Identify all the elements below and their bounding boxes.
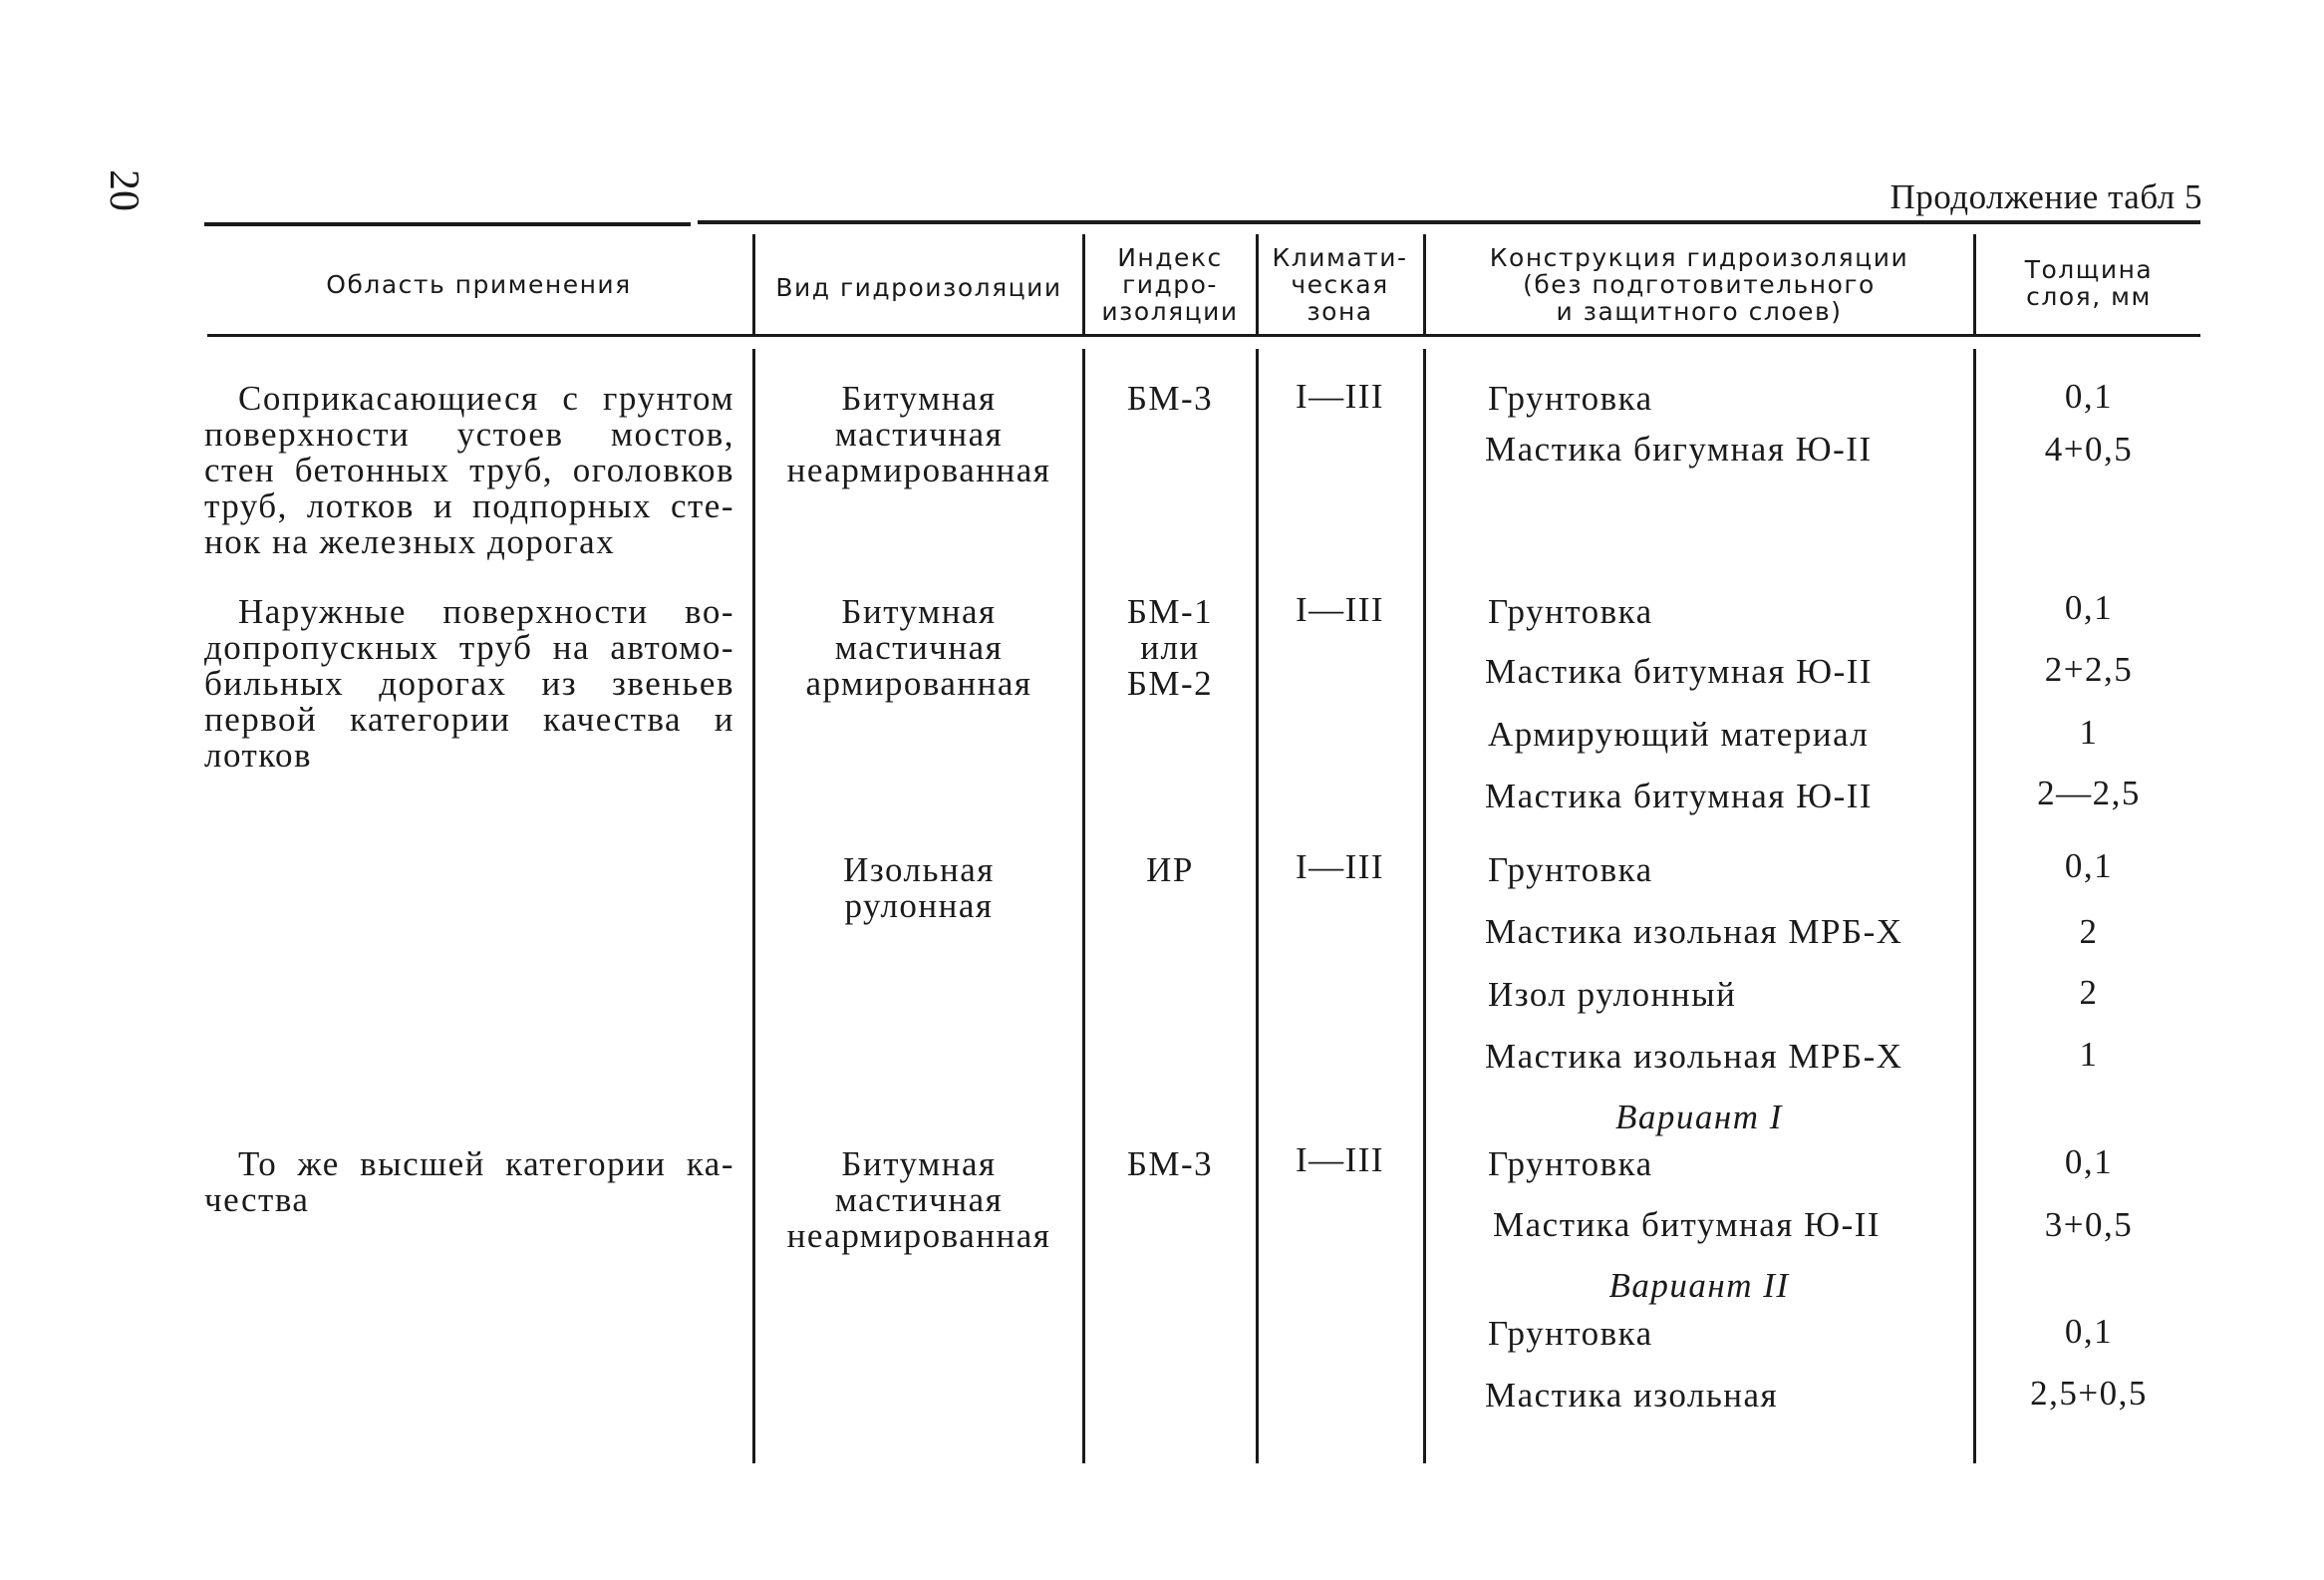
row2-area: Наружные поверхности во- допропускных труб на автомо- бильных дорогах из звеньев первой категории качества и лотков (204, 592, 734, 775)
row1-layer2: Мастика бигумная Ю-II (1485, 430, 1873, 469)
header-area: Область применения (326, 270, 632, 299)
row1-area: Соприкасающиеся с грунтом поверхности устоев мостов, стен бетонных труб, оголовков труб, лотков и подпорных сте- нок на железных дорогах (204, 379, 734, 561)
header-rule (207, 334, 2200, 337)
row4-layer3: Грунтовка (1488, 1314, 1653, 1353)
row2-layer1: Грунтовка (1488, 592, 1653, 631)
row4-layer4: Мастика изольная (1485, 1376, 1779, 1415)
row1-layer1: Грунтовка (1488, 379, 1653, 418)
header-zone: Климати- ческая зона (1272, 243, 1408, 326)
row3-layer1-thickness: 0,1 (2064, 846, 2114, 885)
row1-type: Битумная мастичная неармированная (786, 379, 1051, 489)
header-divider-5 (1973, 234, 1976, 334)
row2-type: Битумная мастичная армированная (805, 592, 1032, 703)
header-divider-4 (1423, 234, 1426, 334)
row3-layer3: Изол рулонный (1488, 975, 1737, 1014)
header-type: Вид гидроизоляции (775, 273, 1062, 302)
header-construction: Конструкция гидроизоляции (без подготовительного и защитного слоев) (1489, 243, 1909, 326)
body-divider-2 (1082, 349, 1085, 1463)
header-divider-1 (752, 234, 755, 334)
row2-layer3: Армирующий материал (1488, 715, 1870, 754)
header-index: Индекс гидро- изоляции (1101, 243, 1239, 326)
row3-index: ИР (1146, 850, 1194, 889)
row4-variant2-label: Вариант II (1608, 1266, 1790, 1305)
row4-type: Битумная мастичная неармированная (786, 1144, 1051, 1255)
page-number: 20 (101, 169, 146, 211)
row2-index: БМ-1 или БМ-2 (1126, 592, 1214, 703)
row4-layer2-thickness: 3+0,5 (2044, 1205, 2134, 1244)
row2-layer4-thickness: 2—2,5 (2037, 774, 2141, 812)
row1-index: БМ-3 (1126, 379, 1214, 418)
row3-layer1: Грунтовка (1488, 850, 1653, 889)
row2-layer4: Мастика битумная Ю-II (1485, 777, 1874, 815)
row4-index: БМ-3 (1126, 1144, 1214, 1183)
row4-area: То же высшей категории ка- чества (204, 1144, 734, 1219)
row2-layer2: Мастика битумная Ю-II (1485, 652, 1874, 691)
row4-layer3-thickness: 0,1 (2064, 1312, 2114, 1351)
row3-layer4: Мастика изольная МРБ-Х (1485, 1037, 1903, 1076)
row4-variant1-label: Вариант I (1615, 1098, 1783, 1136)
row3-layer3-thickness: 2 (2079, 973, 2099, 1012)
row4-layer1: Грунтовка (1488, 1144, 1653, 1183)
row2-zone: I—III (1295, 590, 1385, 629)
row1-layer2-thickness: 4+0,5 (2044, 430, 2134, 469)
body-divider-3 (1256, 349, 1259, 1463)
row4-layer1-thickness: 0,1 (2064, 1142, 2114, 1181)
row3-zone: I—III (1295, 847, 1385, 886)
row4-zone: I—III (1295, 1140, 1385, 1179)
row4-layer4-thickness: 2,5+0,5 (2030, 1374, 2148, 1413)
header-divider-2 (1082, 234, 1085, 334)
body-divider-4 (1423, 349, 1426, 1463)
top-rule-left (204, 222, 691, 226)
row1-zone: I—III (1295, 377, 1385, 416)
row3-type: Изольная рулонная (843, 850, 995, 925)
row1-layer1-thickness: 0,1 (2064, 377, 2114, 416)
body-divider-5 (1973, 349, 1976, 1463)
body-divider-1 (752, 349, 755, 1463)
row2-layer1-thickness: 0,1 (2064, 588, 2114, 627)
row3-layer2-thickness: 2 (2079, 912, 2099, 951)
row2-layer2-thickness: 2+2,5 (2044, 650, 2134, 689)
row3-layer2: Мастика изольная МРБ-Х (1485, 912, 1903, 951)
header-thickness: Толщина слоя, мм (2024, 255, 2154, 311)
table-caption: Продолжение табл 5 (1889, 177, 2202, 216)
row2-layer3-thickness: 1 (2079, 713, 2099, 752)
row4-layer2: Мастика битумная Ю-II (1493, 1205, 1882, 1244)
row3-layer4-thickness: 1 (2079, 1035, 2099, 1074)
top-rule-right (698, 220, 2200, 224)
